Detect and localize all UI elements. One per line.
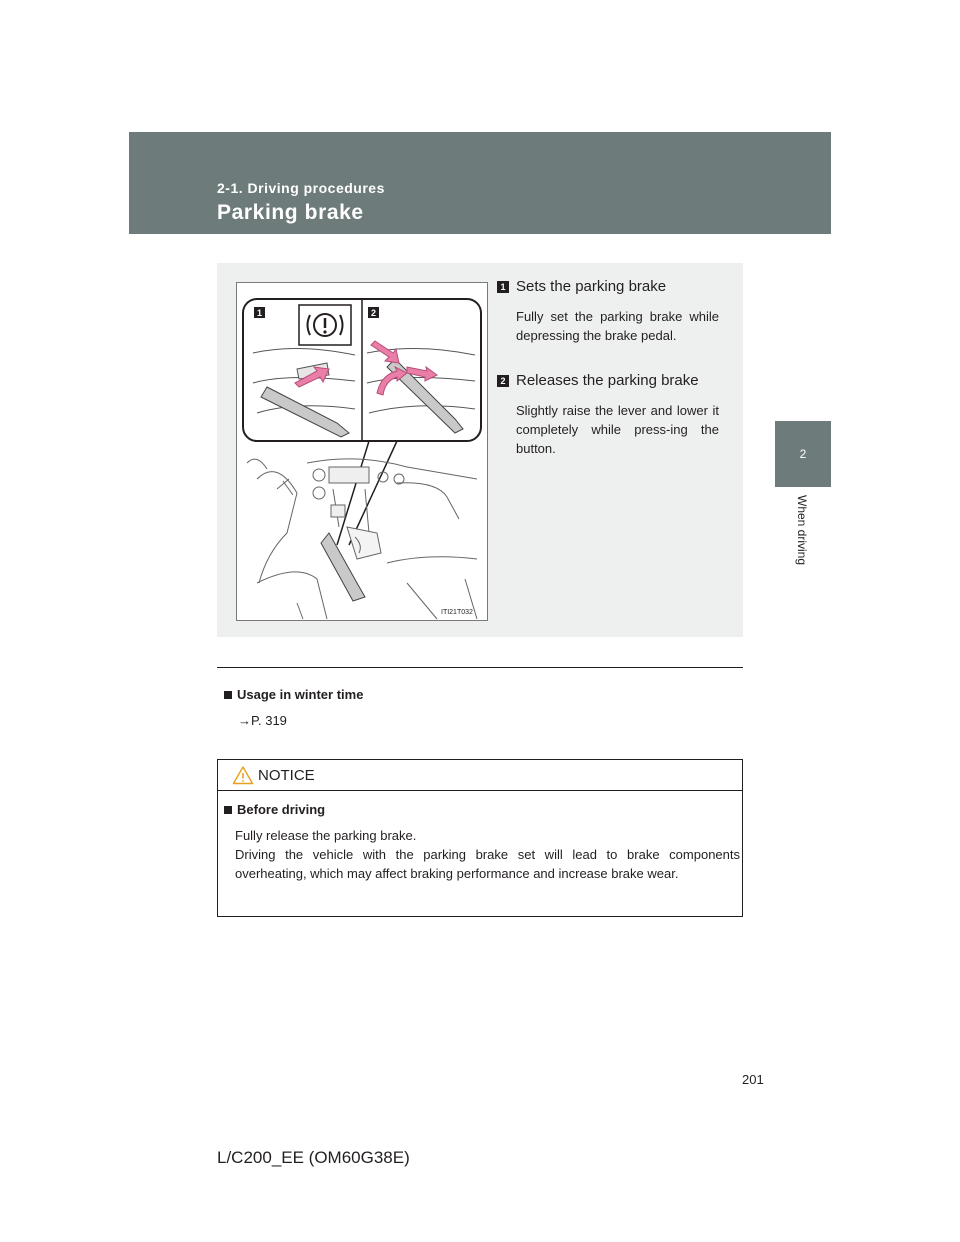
figure-code: ITI21T032 xyxy=(441,609,473,616)
parking-brake-illustration xyxy=(236,282,488,621)
notice-box xyxy=(217,759,743,917)
step-set-brake xyxy=(497,278,727,368)
notice-line-2: Driving the vehicle with the parking brake set will lead to brake components overheating, which may affect braking performance and increase brake wear. xyxy=(235,847,740,881)
usage-heading-text: Usage in winter time xyxy=(237,687,364,702)
step-number-2: 2 xyxy=(497,375,509,387)
page-reference-link[interactable]: →P. 319 xyxy=(238,713,287,728)
chapter-tab[interactable]: 2 xyxy=(775,421,831,487)
notice-header xyxy=(218,760,742,791)
notice-heading xyxy=(224,802,325,817)
step-title: Sets the parking brake xyxy=(516,278,667,295)
square-bullet-icon xyxy=(224,691,232,699)
page-number: 201 xyxy=(742,1072,764,1087)
step-title: Releases the parking brake xyxy=(516,372,699,389)
step-number-1: 1 xyxy=(497,281,509,293)
notice-body xyxy=(235,826,740,883)
step-release-brake xyxy=(497,372,727,472)
square-bullet-icon xyxy=(224,806,232,814)
car-interior xyxy=(247,459,477,619)
chapter-label: When driving xyxy=(795,495,809,566)
section-divider xyxy=(217,667,743,668)
warning-triangle-icon xyxy=(232,765,254,785)
step-description: Fully set the parking brake while depressing the brake pedal. xyxy=(516,309,719,343)
page-title: Parking brake xyxy=(217,201,364,224)
usage-heading xyxy=(224,687,363,702)
notice-label: NOTICE xyxy=(258,767,315,784)
document-code: L/C200_EE (OM60G38E) xyxy=(217,1148,410,1167)
notice-line-1: Fully release the parking brake. xyxy=(235,828,417,843)
brake-warning-icon xyxy=(299,305,351,345)
callout-number-1: 1 xyxy=(256,308,263,318)
section-label: 2-1. Driving procedures xyxy=(217,180,385,196)
step-description: Slightly raise the lever and lower it completely while press-ing the button. xyxy=(516,403,719,456)
notice-heading-text: Before driving xyxy=(237,802,326,817)
callout-number-2: 2 xyxy=(370,308,377,318)
